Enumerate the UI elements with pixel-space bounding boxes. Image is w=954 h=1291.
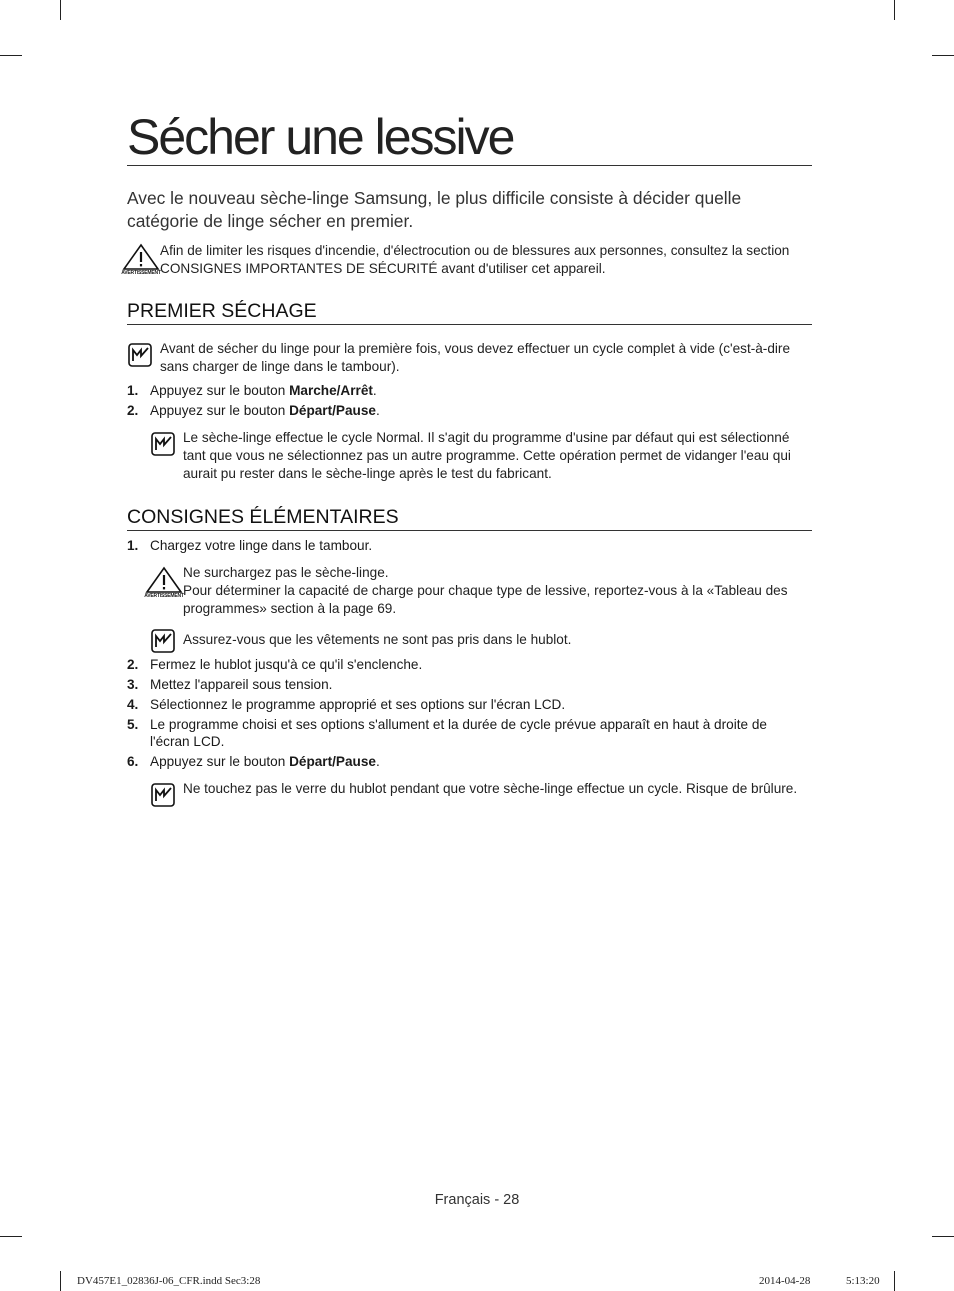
section1-step2-note: Le sèche-linge effectue le cycle Normal. Il s'agit du programme d'usine par défaut qui est sélectionné tant que vous ne sélectionnez pas un autre programme. Cette opération permet de vidanger l'eau qui aurait pu rester dans le sèche-linge après le test du fabricant. (183, 430, 791, 481)
section-heading-consignes-elementaires: CONSIGNES ÉLÉMENTAIRES (127, 505, 812, 531)
crop-mark (60, 0, 61, 20)
slug-date: 2014-04-28 (759, 1275, 811, 1287)
warning-label: AVERTISSEMENT (144, 593, 184, 599)
crop-mark (932, 55, 954, 56)
crop-mark (932, 1236, 954, 1237)
note-icon (151, 629, 175, 653)
section1-note: Avant de sécher du linge pour la première fois, vous devez effectuer un cycle complet à vide (c'est-à-dire sans charger de linge dans le tambour). (160, 341, 790, 374)
warning-label: AVERTISSEMENT (121, 270, 161, 276)
section2-note2: Ne touchez pas le verre du hublot pendant que votre sèche-linge effectue un cycle. Risque de brûlure. (183, 781, 798, 796)
page-number: Français - 28 (434, 1192, 520, 1208)
section2-warning-line1: Ne surchargez pas le sèche-linge. (183, 565, 389, 580)
note-icon (128, 343, 152, 367)
section2-note1: Assurez-vous que les vêtements ne sont pas pris dans le hublot. (183, 632, 572, 647)
intro-text: Avec le nouveau sèche-linge Samsung, le plus difficile consiste à décider quelle catégorie de linge sécher en premier. (127, 188, 742, 231)
note-icon (151, 432, 175, 456)
warning-icon (121, 243, 161, 279)
warning-icon (144, 566, 184, 602)
section2-warning-line2: Pour déterminer la capacité de charge pour chaque type de lessive, reportez-vous à la «Tableau des programmes» section à la page 69. (183, 583, 788, 616)
crop-mark (0, 55, 22, 56)
slug-time: 5:13:20 (846, 1275, 880, 1287)
section-heading-premier-sechage: PREMIER SÉCHAGE (127, 299, 812, 325)
crop-mark (894, 1271, 895, 1291)
crop-mark (0, 1236, 22, 1237)
crop-mark (60, 1271, 61, 1291)
note-icon (151, 783, 175, 807)
slug-file: DV457E1_02836J-06_CFR.indd Sec3:28 (77, 1275, 261, 1287)
top-warning-text: Afin de limiter les risques d'incendie, d'électrocution ou de blessures aux personnes, consultez la section CONSIGNES IMPORTANTES DE SÉCURITÉ avant d'utiliser cet appareil. (160, 243, 790, 276)
page-title: Sécher une lessive (127, 110, 812, 166)
crop-mark (894, 0, 895, 20)
